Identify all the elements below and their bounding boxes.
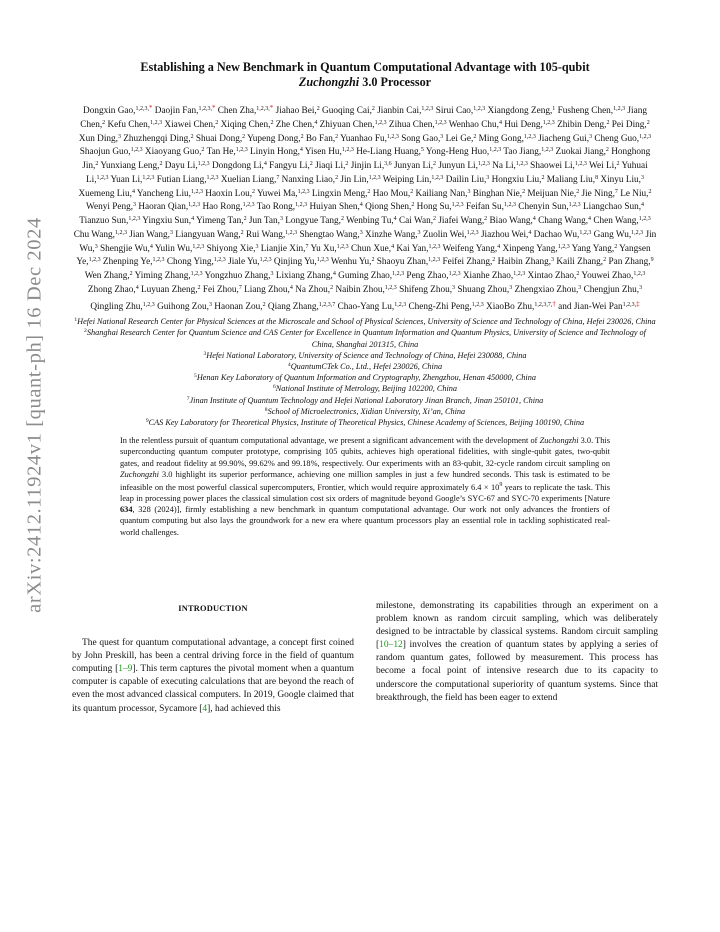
- title-line-2-rest: 3.0 Processor: [359, 75, 432, 89]
- affiliation-item: [72, 350, 658, 361]
- affiliation-number: 3: [203, 350, 207, 357]
- affiliation-number: 4: [287, 362, 291, 369]
- affiliation-number: 6: [273, 384, 276, 391]
- affiliation-text: Henan Key Laboratory of Quantum Information and Cryptography, Zhengzhou, Henan 450000, China: [196, 373, 536, 383]
- body-columns: [72, 600, 658, 716]
- affiliation-item: [72, 327, 658, 349]
- affiliation-number: 1: [74, 317, 78, 324]
- title-processor-name: Zuchongzhi: [298, 75, 360, 89]
- affiliation-number: 8: [264, 406, 268, 413]
- affiliation-text: Hefei National Research Center for Physical Sciences at the Microscale and School of Physical Sciences, University of Science and Technology of China, Hefei 230026, China: [77, 317, 656, 327]
- right-column: [376, 600, 658, 716]
- affiliation-text: CAS Key Laboratory for Theoretical Physics, Institute of Theoretical Physics, Chinese Academy of Sciences, Beijing 100190, China: [148, 418, 585, 428]
- title-line-2: [72, 75, 658, 90]
- intro-paragraph-right: milestone, demonstrating its capabilities through an experiment on a problem known as random circuit sampling, which was deliberately designed to be intractable by classical systems. Random circuit sampling [10–12] involves the creation of quantum states by applying a series of random quantum gates, followed by measurement. This process has become a focal point of intensive research due to its capacity to underscore the computational superiority of quantum systems. Since that breakthrough, the field has been eager to extend: [376, 601, 658, 703]
- section-heading: INTRODUCTION: [178, 604, 248, 613]
- intro-paragraph-left: The quest for quantum computational advantage, a concept first coined by John Preskill, has been a central driving force in the field of quantum computing [1–9]. This term captures the pivotal moment when a quantum computer is capable of executing calculations that are beyond the reach of even the most advanced classical computers. In 2019, Google claimed that its quantum processor, Sycamore [4], had achieved this: [72, 638, 354, 714]
- abstract: In the relentless pursuit of quantum computational advantage, we present a significant advancement with the development of Zuchongzhi 3.0. This superconducting quantum computer prototype, comprising 105 qubits, achieves high operational fidelities, with single-qubit gates, two-qubit gates, and readout fidelity at 99.90%, 99.62% and 99.18%, respectively. Our experiments with an 83-qubit, 32-cycle random circuit sampling on Zuchongzhi 3.0 highlight its superior performance, achieving one million samples in just a few hundred seconds. This task is estimated to be infeasible on the most powerful classical supercomputers, Frontier, which would require approximately $6.4 \times 10^9$ years to replicate the task. This leap in processing power places the classical simulation cost six orders of magnitude beyond Google’s SYC-67 and SYC-70 experiments [Nature 634, 328 (2024)], firmly establishing a new benchmark in quantum computational advantage. Our work not only advances the frontiers of quantum computing but also lays the groundwork for a new era where quantum processors play an essential role in tackling sophisticated real-world challenges.: [120, 436, 610, 537]
- author-list: Dongxin Gao,$^{1,2,3,*}$ Daojin Fan,$^{1,2,3,*}$ Chen Zha,$^{1,2,3,*}$ Jiahao Bei,$^2$ Guoqing Cai,$^2$ Jianbin Cai,$^{1,2,3}$ Sirui Cao,$^{1,2,3}$ Xiangdong Zeng,$^1$ Fusheng Chen,$^{1,2,3}$ Jiang Chen,$^2$ Kefu Chen,$^{1,2,3}$ Xiawei Chen,$^2$ Xiqing Chen,$^2$ Zhe Chen,$^4$ Zhiyuan Chen,$^{1,2,3}$ Zihua Chen,$^{1,2,3}$ Wenhao Chu,$^4$ Hui Deng,$^{1,2,3}$ Zhibin Deng,$^2$ Pei Ding,$^2$ Xun Ding,$^3$ Zhuzhengqi Ding,$^2$ Shuai Dong,$^2$ Yupeng Dong,$^2$ Bo Fan,$^2$ Yuanhao Fu,$^{1,2,3}$ Song Gao,$^3$ Lei Ge,$^2$ Ming Gong,$^{1,2,3}$ Jiacheng Gui,$^3$ Cheng Guo,$^{1,2,3}$ Shaojun Guo,$^{1,2,3}$ Xiaoyang Guo,$^2$ Tan He,$^{1,2,3}$ Linyin Hong,$^4$ Yisen Hu,$^{1,2,3}$ He-Liang Huang,$^5$ Yong-Heng Huo,$^{1,2,3}$ Tao Jiang,$^{1,2,3}$ Zuokai Jiang,$^2$ Honghong Jin,$^2$ Yunxiang Leng,$^2$ Dayu Li,$^{1,2,3}$ Dongdong Li,$^4$ Fangyu Li,$^2$ Jiaqi Li,$^2$ Jinjin Li,$^{3,6}$ Junyan Li,$^2$ Junyun Li,$^{1,2,3}$ Na Li,$^{1,2,3}$ Shaowei Li,$^{1,2,3}$ Wei Li,$^2$ Yuhuai Li,$^{1,2,3}$ Yuan Li,$^{1,2,3}$ Futian Liang,$^{1,2,3}$ Xuelian Liang,$^7$ Nanxing Liao,$^2$ Jin Lin,$^{1,2,3}$ Weiping Lin,$^{1,2,3}$ Dailin Liu,$^3$ Hongxiu Liu,$^2$ Maliang Liu,$^8$ Xinyu Liu,$^3$ Xuemeng Liu,$^4$ Yancheng Liu,$^{1,2,3}$ Haoxin Lou,$^2$ Yuwei Ma,$^{1,2,3}$ Lingxin Meng,$^2$ Hao Mou,$^2$ Kailiang Nan,$^3$ Binghan Nie,$^2$ Meijuan Nie,$^2$ Jie Ning,$^7$ Le Niu,$^2$ Wenyi Peng,$^3$ Haoran Qian,$^{1,2,3}$ Hao Rong,$^{1,2,3}$ Tao Rong,$^{1,2,3}$ Huiyan Shen,$^4$ Qiong Shen,$^2$ Hong Su,$^{1,2,3}$ Feifan Su,$^{1,2,3}$ Chenyin Sun,$^{1,2,3}$ Liangchao Sun,$^4$ Tianzuo Sun,$^{1,2,3}$ Yingxiu Sun,$^4$ Yimeng Tan,$^2$ Jun Tan,$^3$ Longyue Tang,$^2$ Wenbing Tu,$^4$ Cai Wan,$^2$ Jiafei Wang,$^2$ Biao Wang,$^4$ Chang Wang,$^4$ Chen Wang,$^{1,2,3}$ Chu Wang,$^{1,2,3}$ Jian Wang,$^3$ Liangyuan Wang,$^2$ Rui Wang,$^{1,2,3}$ Shengtao Wang,$^3$ Xinzhe Wang,$^3$ Zuolin Wei,$^{1,2,3}$ Jiazhou Wei,$^4$ Dachao Wu,$^{1,2,3}$ Gang Wu,$^{1,2,3}$ Jin Wu,$^3$ Shengjie Wu,$^4$ Yulin Wu,$^{1,2,3}$ Shiyong Xie,$^3$ Lianjie Xin,$^7$ Yu Xu,$^{1,2,3}$ Chun Xue,$^4$ Kai Yan,$^{1,2,3}$ Weifeng Yang,$^4$ Xinpeng Yang,$^{1,2,3}$ Yang Yang,$^2$ Yangsen Ye,$^{1,2,3}$ Zhenping Ye,$^{1,2,3}$ Chong Ying,$^{1,2,3}$ Jiale Yu,$^{1,2,3}$ Qinjing Yu,$^{1,2,3}$ Wenhu Yu,$^2$ Shaoyu Zhan,$^{1,2,3}$ Feifei Zhang,$^2$ Haibin Zhang,$^3$ Kaili Zhang,$^2$ Pan Zhang,$^9$ Wen Zhang,$^2$ Yiming Zhang,$^{1,2,3}$ Yongzhuo Zhang,$^3$ Lixiang Zhang,$^4$ Guming Zhao,$^{1,2,3}$ Peng Zhao,$^{1,2,3}$ Xianhe Zhao,$^{1,2,3}$ Xintao Zhao,$^2$ Youwei Zhao,$^{1,2,3}$ Zhong Zhao,$^4$ Luyuan Zheng,$^2$ Fei Zhou,$^7$ Liang Zhou,$^4$ Na Zhou,$^2$ Naibin Zhou,$^{1,2,3}$ Shifeng Zhou,$^3$ Shuang Zhou,$^3$ Zhengxiao Zhou,$^3$ Chengjun Zhu,$^3$ Qingling Zhu,$^{1,2,3}$ Guihong Zou,$^3$ Haonan Zou,$^2$ Qiang Zhang,$^{1,2,3,7}$ Chao-Yang Lu,$^{1,2,3}$ Cheng-Zhi Peng,$^{1,2,3}$ XiaoBo Zhu,$^{1,2,3,7,\dagger}$ and Jian-Wei Pan$^{1,2,3,\ddagger}$: [73, 104, 657, 312]
- affiliation-text: School of Microelectronics, Xidian University, Xi’an, China: [267, 406, 466, 416]
- affiliation-text: Shanghai Research Center for Quantum Science and CAS Center for Excellence in Quantum Information and Quantum Physics, University of Science and Technology of China, Shanghai 201315, China: [86, 328, 646, 349]
- affiliation-number: 9: [145, 418, 149, 425]
- affiliation-item: [72, 395, 658, 406]
- affiliation-text: Jinan Institute of Quantum Technology and Hefei National Laboratory Jinan Branch, Jinan 250101, China: [189, 395, 544, 405]
- affiliation-item: [72, 417, 658, 428]
- arxiv-id-text: arXiv:2412.11924v1 [quant-ph] 16 Dec 2024: [23, 217, 46, 613]
- affiliation-item: [72, 316, 658, 327]
- affiliation-item: [72, 406, 658, 417]
- affiliation-number: 5: [194, 373, 197, 380]
- affiliation-number: 2: [84, 328, 87, 335]
- affiliation-number: 7: [186, 395, 190, 402]
- left-column: [72, 600, 354, 716]
- affiliation-item: [72, 372, 658, 383]
- paper-page: [72, 60, 658, 538]
- affiliation-item: [72, 361, 658, 372]
- affiliation-text: National Institute of Metrology, Beijing 102200, China: [275, 384, 457, 394]
- affiliation-list: [72, 316, 658, 428]
- paper-title: [72, 60, 658, 90]
- affiliation-text: QuantumCTek Co., Ltd., Hefei 230026, China: [290, 362, 443, 372]
- arxiv-identifier-stamp: [22, 217, 48, 613]
- affiliation-item: [72, 383, 658, 394]
- title-line-1: Establishing a New Benchmark in Quantum Computational Advantage with 105-qubit: [140, 60, 590, 74]
- affiliation-text: Hefei National Laboratory, University of Science and Technology of China, Hefei 230088, China: [206, 350, 527, 360]
